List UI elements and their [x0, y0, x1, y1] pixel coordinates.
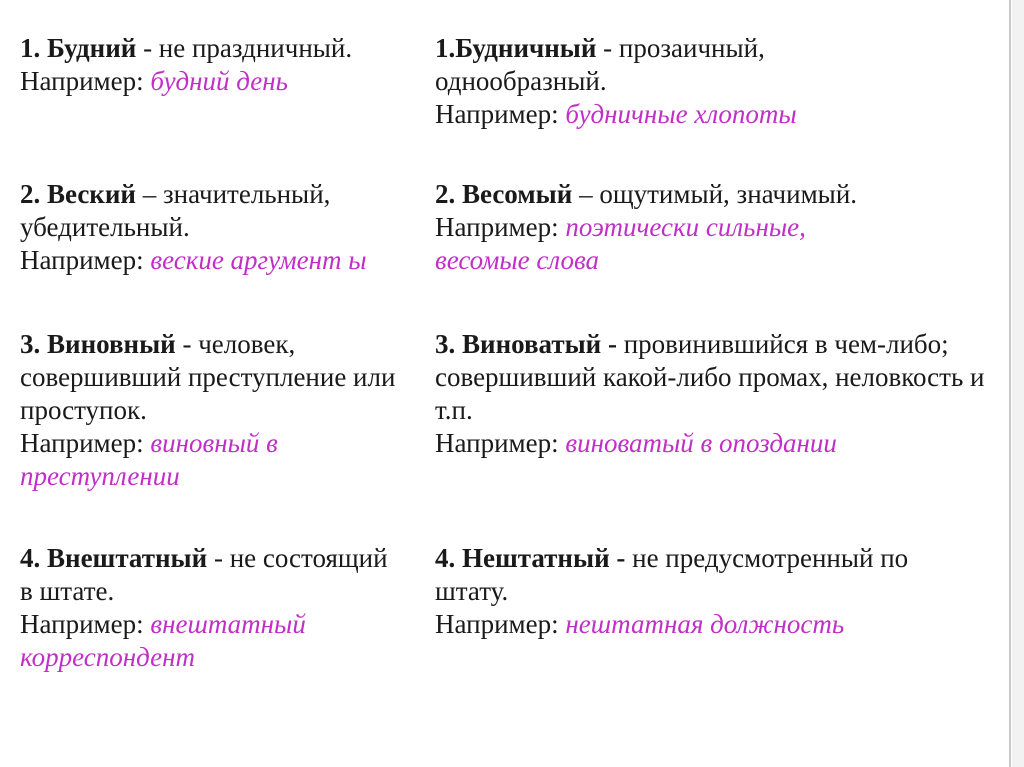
example-prefix: Например: [435, 609, 566, 639]
example-text: будний день [150, 66, 288, 96]
example-text: виноватый в опоздании [565, 428, 837, 458]
entry-3-right-def-line [435, 328, 995, 427]
entry-2-right-def-line [435, 178, 995, 211]
entry-1-left [20, 32, 420, 98]
example-text: внештатный корреспондент [20, 609, 306, 672]
example-line [435, 98, 865, 131]
example-text: будничные хлопоты [565, 99, 797, 129]
entry-2-left-def-line [20, 178, 415, 244]
entry-1-left-def-line [20, 32, 420, 65]
example-prefix: Например: [435, 428, 566, 458]
entry-2-right [435, 178, 995, 277]
term: 3. Виноватый - [435, 329, 617, 359]
term: 4. Нештатный - [435, 543, 626, 573]
definition: - не праздничный. [136, 33, 353, 63]
example-text: нештатная должность [565, 609, 845, 639]
definition: - не состоящий в штате. [20, 543, 388, 606]
definition: провинившийся в чем-либо; совершивший какой-либо промах, неловкость и т.п. [435, 329, 985, 425]
example-prefix: Например: [20, 66, 151, 96]
example-prefix: Например: [435, 99, 566, 129]
definition: – значительный, убедительный. [20, 179, 331, 242]
entry-4-right [435, 542, 975, 641]
example-line [20, 608, 400, 674]
example-text: виновный в преступлении [20, 428, 278, 491]
entry-1-right-def-line [435, 32, 865, 98]
example-prefix: Например: [20, 245, 151, 275]
entry-4-left-def-line [20, 542, 400, 608]
scrollbar[interactable] [1012, 0, 1024, 767]
term: 1. Будний [20, 33, 137, 63]
entry-4-left [20, 542, 400, 674]
example-line [435, 427, 995, 460]
example-text: поэтически сильные, весомые слова [435, 212, 806, 275]
entry-3-right [435, 328, 995, 460]
example-line [20, 244, 415, 277]
example-line [435, 211, 905, 277]
term: 2. Веский [20, 179, 136, 209]
definition: не предусмотренный по штату. [435, 543, 909, 606]
example-prefix: Например: [435, 212, 566, 242]
definition: – ощутимый, значимый. [572, 179, 858, 209]
entry-3-left-def-line [20, 328, 415, 427]
term: 2. Весомый [435, 179, 573, 209]
example-line [20, 65, 420, 98]
example-prefix: Например: [20, 428, 151, 458]
entry-2-left [20, 178, 415, 277]
example-line [435, 608, 975, 641]
example-text: веские аргумент ы [150, 245, 367, 275]
definition: - человек, совершивший преступление или проступок. [20, 329, 396, 425]
example-line [20, 427, 415, 493]
entry-1-right [435, 32, 865, 131]
definition: - прозаичный, однообразный. [435, 33, 765, 96]
entry-4-right-def-line [435, 542, 975, 608]
entry-3-left [20, 328, 415, 493]
term: 1.Будничный [435, 33, 597, 63]
term: 3. Виновный [20, 329, 176, 359]
example-prefix: Например: [20, 609, 151, 639]
term: 4. Внештатный [20, 543, 208, 573]
